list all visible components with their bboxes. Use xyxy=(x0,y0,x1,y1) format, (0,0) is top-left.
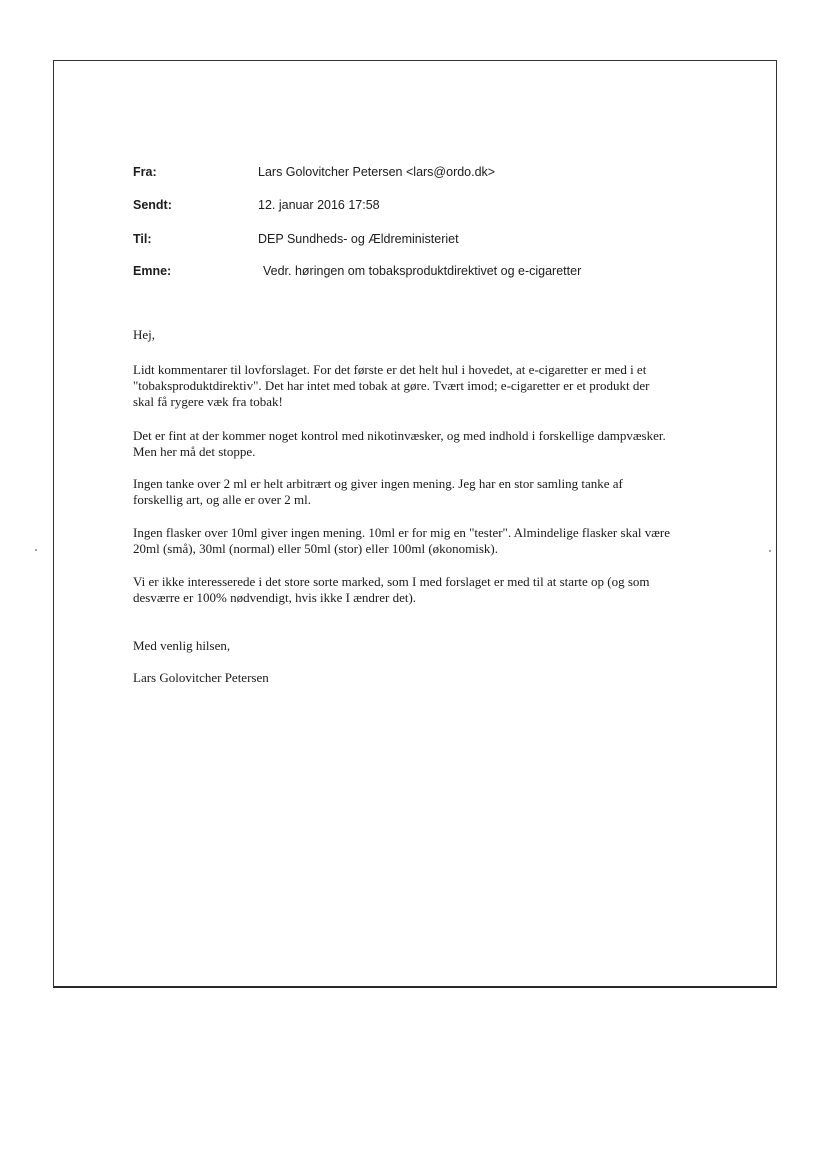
email-signature: Lars Golovitcher Petersen xyxy=(133,670,269,685)
email-greeting: Hej, xyxy=(133,327,156,342)
email-subject-label: Emne: xyxy=(133,264,172,278)
email-closing: Med venlig hilsen, xyxy=(133,638,231,653)
email-paragraph: Det er fint at der kommer noget kontrol med nikotinvæsker, og med indhold i forskellige dampvæsker. Men her må det stoppe. xyxy=(133,428,666,459)
email-paragraph: Ingen flasker over 10ml giver ingen mening. 10ml er for mig en "tester". Almindelige flasker skal være 20ml (små), 30ml (normal) eller 50ml (stor) eller 100ml (økonomisk). xyxy=(133,525,670,556)
scan-speck xyxy=(769,550,771,552)
email-to-label: Til: xyxy=(133,232,152,246)
email-paragraph: Lidt kommentarer til lovforslaget. For det første er det helt hul i hovedet, at e-cigaretter er med i et "tobaksproduktdirektiv". Det har intet med tobak at gøre. Tvært imod; e-cigaretter er et produkt der skal få rygere væk fra tobak! xyxy=(133,362,650,409)
email-from-value: Lars Golovitcher Petersen <lars@ordo.dk> xyxy=(258,165,496,179)
email-subject-value: Vedr. høringen om tobaksproduktdirektivet og e-cigaretter xyxy=(263,264,582,278)
email-sent-label: Sendt: xyxy=(133,198,172,212)
email-from-label: Fra: xyxy=(133,165,157,179)
scan-speck xyxy=(35,549,37,551)
email-sent-value: 12. januar 2016 17:58 xyxy=(258,198,380,212)
email-to-value: DEP Sundheds- og Ældreministeriet xyxy=(258,232,459,246)
email-paragraph: Vi er ikke interesserede i det store sorte marked, som I med forslaget er med til at starte op (og som desværre er 100% nødvendigt, hvis ikke I ændrer det). xyxy=(133,574,650,605)
email-paragraph: Ingen tanke over 2 ml er helt arbitrært og giver ingen mening. Jeg har en stor samling tanke af forskellig art, og alle er over 2 ml. xyxy=(133,476,623,507)
